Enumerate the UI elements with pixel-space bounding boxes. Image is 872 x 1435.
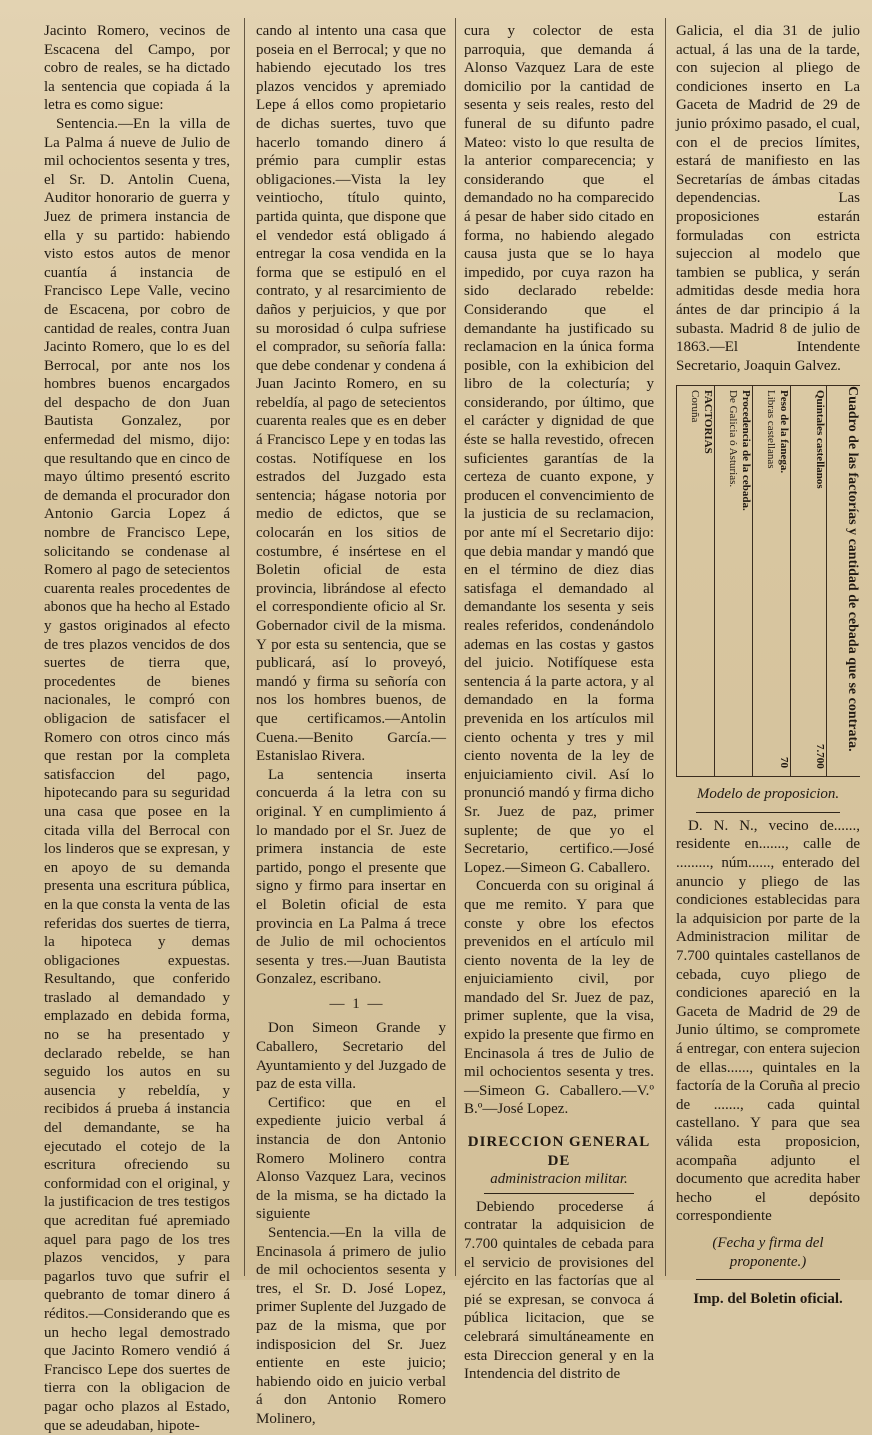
table-cell: Coruña <box>689 390 701 423</box>
paragraph: cura y colector de esta parroquia, que demanda á Alonso Vazquez Lara de este domicilio por la cantidad de sesenta y seis reales, resto del funeral de su difunto padre Mateo: visto lo que resulta de la anterior comparecencia; y considerando que el demandado no ha comparecido á pesar de haber sido citado en forma, no habiendo alegado causa justa que se lo haya impedido, por cuya razon ha sido declarado rebelde: Considerando que el demandante ha justificado su reclamacion en la única forma posible, con la exhibicion del libro de la colecturía; y considerando, por último, que el carácter y dignidad de que éste se halla revestido, ofrecen suficientes garantías de la certeza de cuanto expone, y producen el convencimiento de la justicia de su reclamacion, por ante mí el Secretario dijo: que debia mandar y mandó que en el término de diez dias satisfaga el demandado al demandante los sesenta y seis reales referidos, condenándolo ademas en las costas y gastos del juicio. Notifíquese esta sentencia á la parte actora, y al demandado en la forma prevenida en los artículos mil ciento ochenta y tres y mil ciento noventa de la ley de enjuiciamiento civil. Así lo pronunció mandó y firma dicho Sr. Juez de paz, primer suplente; de que yo el Secretario, certifico.—José Lopez.—Simeon G. Caballero. <box>464 23 654 876</box>
table-column-quintales <box>790 386 826 776</box>
section-heading: DIRECCION GENERAL DE <box>467 1134 651 1169</box>
section-separator: — 1 — <box>329 995 385 1012</box>
paragraph: Certifico: que en el expediente juicio verbal á instancia de don Antonio Romero Molinero contra Alonso Vazquez Lara, vecinos de la misma, se ha dictado la siguiente <box>256 1094 446 1223</box>
table-value: 70 <box>778 757 790 769</box>
paragraph: Debiendo procederse á contratar la adquisicion de 7.700 quintales de cebada para el servicio de provisiones del ejército en las factorías que al pié se expresan, se convoca á pública licitacion, que se celebrará simultáneamente en esta Direccion general y en la Intendencia del distrito de <box>464 1198 654 1383</box>
paragraph: cando al intento una casa que poseia en el Berrocal; y que no habiendo ejecutado los tres plazos vencidos y apremiado Lepe á ellos como propietario de dichas suertes, tuvo que hacerlo tomando dinero á prémio para cumplir estas obligaciones.—Vista la ley veintiocho, título quinto, partida quinta, que dispone que el vendedor está obligado á entregar la cosa vendida en la forma que se estipuló en el contrato, y al resarcimiento de daños y perjuicios, y que por su morosidad ó culpa sufriese el comprador, su señoría falla: que debe condenar y condena á Juan Jacinto Romero, en su rebeldía, al pago de setecientos cuarenta reales que es en deber á Francisco Lepe y en todas las costas. Notifíquese en los estrados del Juzgado esta sentencia; hágase notoria por medio de edictos, que se colocarán en los sitios de costumbre, é insértese en el Boletin oficial de esta provincia, librándose al efecto el correspondiente oficio al Sr. Gobernador civil de la misma. Y por esta su sentencia, que se publicará, así lo proveyó, mandó y firma su señoría con nos los hombres buenos, de que certificamos.—Antolin Cuena.—Benito García.—Estanislao Rivera. <box>256 23 446 765</box>
model-title: Modelo de proposicion. <box>696 786 840 803</box>
table-header: Quintales castellanos <box>814 390 826 489</box>
section-subheading: administracion militar. <box>490 1171 628 1188</box>
factorias-table <box>676 385 860 777</box>
text-column-3 <box>464 22 654 1383</box>
table-column-factorias <box>676 386 714 776</box>
paragraph: Concuerda con su original á que me remito. Y para que conste y obre los efectos prevenidos en el artículo mil ciento noventa de la ley de enjuiciamiento civil, por mandado del Sr. Juez de paz, primer suplente, que la visa, expido la presente que firmo en Encinasola á tres de Julio de mil ochocientos sesenta y tres.—Simeon G. Caballero.—V.º B.º—José Lopez. <box>464 878 654 1118</box>
paragraph: La sentencia inserta concuerda á la letra con su original. Y en cumplimiento á lo mandado por el Sr. Juez de primera instancia de este partido, pongo el presente que signo y firmo para insertar en el Boletin oficial de esta provincia en La Palma á trece de Julio de mil ochocientos sesenta y tres.—Juan Bautista Gonzalez, escribano. <box>256 766 446 988</box>
table-title: Cuadro de las factorías y cantidad de cebada que se contrata. <box>845 386 860 752</box>
column-divider <box>455 18 456 1276</box>
divider <box>696 1279 840 1280</box>
table-header: Procedencia de la cebada. <box>740 390 752 512</box>
table-cell: Libras castellanas <box>765 390 777 469</box>
table-header: FACTORIAS <box>702 390 714 455</box>
paragraph: Sentencia.—En la villa de Encinasola á primero de julio de mil ochocientos sesenta y tres, el Sr. D. José Lopez, primer Suplente del Juzgado de paz de la misma, que por indisposicion del Sr. Juez entiente en este juicio; habiendo oido en juicio verbal á don Antonio Romero Molinero, <box>256 1225 446 1427</box>
table-column-peso <box>752 386 790 776</box>
printer-imprint: Imp. del Boletin oficial. <box>693 1291 843 1308</box>
column-divider <box>244 18 245 1276</box>
paragraph: Jacinto Romero, vecinos de Escacena del Campo, por cobro de reales, se ha dictado la sentencia que copiada á la letra es como sigue: <box>44 23 230 114</box>
table-grid <box>676 386 827 776</box>
text-column-1 <box>44 22 230 1434</box>
signature-note: (Fecha y firma del proponente.) <box>712 1234 824 1270</box>
paragraph: Don Simeon Grande y Caballero, Secretario del Ayuntamiento y del Juzgado de paz de esta villa. <box>256 1020 446 1093</box>
text-column-4 <box>676 22 860 1308</box>
table-value: 7.700 <box>814 743 826 769</box>
paragraph: D. N. N., vecino de......, residente en......., calle de ........., núm......, enterado del anuncio y pliego de las condiciones establecidas para la adquisicion por parte de la Administracion militar de 7.700 quintales castellanos de cebada, cuyo pliego de condiciones apareció en la Gaceta de Madrid de 29 de Junio último, se compromete á entregar, con entera sujecion de ellas......, quintales en la factoría de la Coruña al precio de ......., cada quintal castellano. Y para que sea válida esta proposicion, acompaña adjunto el documento que acredita haber hecho el depósito correspondiente <box>676 817 860 1225</box>
divider <box>696 812 840 813</box>
paragraph: Sentencia.—En la villa de La Palma á nueve de Julio de mil ochocientos sesenta y tres, el Sr. D. Antolin Cuena, Auditor honorario de guerra y Juez de primera instancia de ella y su partido: habiendo visto estos autos de menor cuantía á instancia de Francisco Lepe Valle, vecino de Escacena, por cobro de cantidad de reales, contra Juan Jacinto Romero, que lo es del Berrocal, por ante nos los hombres buenos encargados del despacho de don Juan Bautista Gonzalez, por enfermedad del mismo, dijo: que resultando que en cinco de mayo último presentó escrito de demanda el procurador don Antonio Garcia Lopez á nombre de Francisco Lepe, solicitando se condenase al Romero al pago de setecientos cuarenta reales procedentes de abonos que ha hecho al Estado y gastos originados al efecto de tres plazos vencidos de dos suertes de tierra que, procedentes de bienes nacionales, le compró con obligacion de satisfacer el Romero con otros cinco más que restan por la completa satisfaccion del pago, hipotecando para su seguridad una casa que posee en la citada villa del Berrocal con los linderos que se expresan, y en apoyo de su demanda presenta una escritura pública, en la que consta la venta de las referidas dos suertes de tierra, la hipoteca y demas obligaciones expuestas. Resultando, que conferido traslado al demandado y emplazado en debida forma, no se ha presentado y declarado rebelde, se han seguido los autos en su ausencia y rebeldía, y recibidos á prueba á instancia del demandante, se ha ejecutado el cotejo de la escritura ofreciendo su conformidad con el original, y la justificacion de tres testigos que acreditan fué apremiado aquel para pago de los tres plazos vencidos, y para pagarlos tuvo que sufrir el quebranto de tomar dinero á réditos.—Considerando que es un hecho legal demostrado que Jacinto Romero vendió á Francisco Lepe dos suertes de tierra con la obligacion de pagar ocho plazos al Estado, que se adeudaban, hipote- <box>44 115 230 1434</box>
paragraph: Galicia, el dia 31 de julio actual, á las una de la tarde, con sujecion al pliego de condiciones inserto en La Gaceta de Madrid de 29 de junio próximo pasado, el cual, con el de precios límites, estará de manifiesto en las Secretarías de ámbas citadas dependencias. Las proposiciones estarán formuladas con estricta sujeccion al modelo que tambien se publica, y serán admitidas desde media hora ántes de dar principio á la subasta. Madrid 8 de julio de 1863.—El Intendente Secretario, Joaquin Galvez. <box>676 23 860 374</box>
column-divider <box>665 18 666 1276</box>
table-header: Peso de la fanega. <box>778 390 790 474</box>
divider <box>484 1193 634 1194</box>
text-column-2 <box>256 22 446 1427</box>
table-column-procedencia <box>714 386 752 776</box>
table-cell: De Galicia ó Asturias. <box>727 390 739 488</box>
